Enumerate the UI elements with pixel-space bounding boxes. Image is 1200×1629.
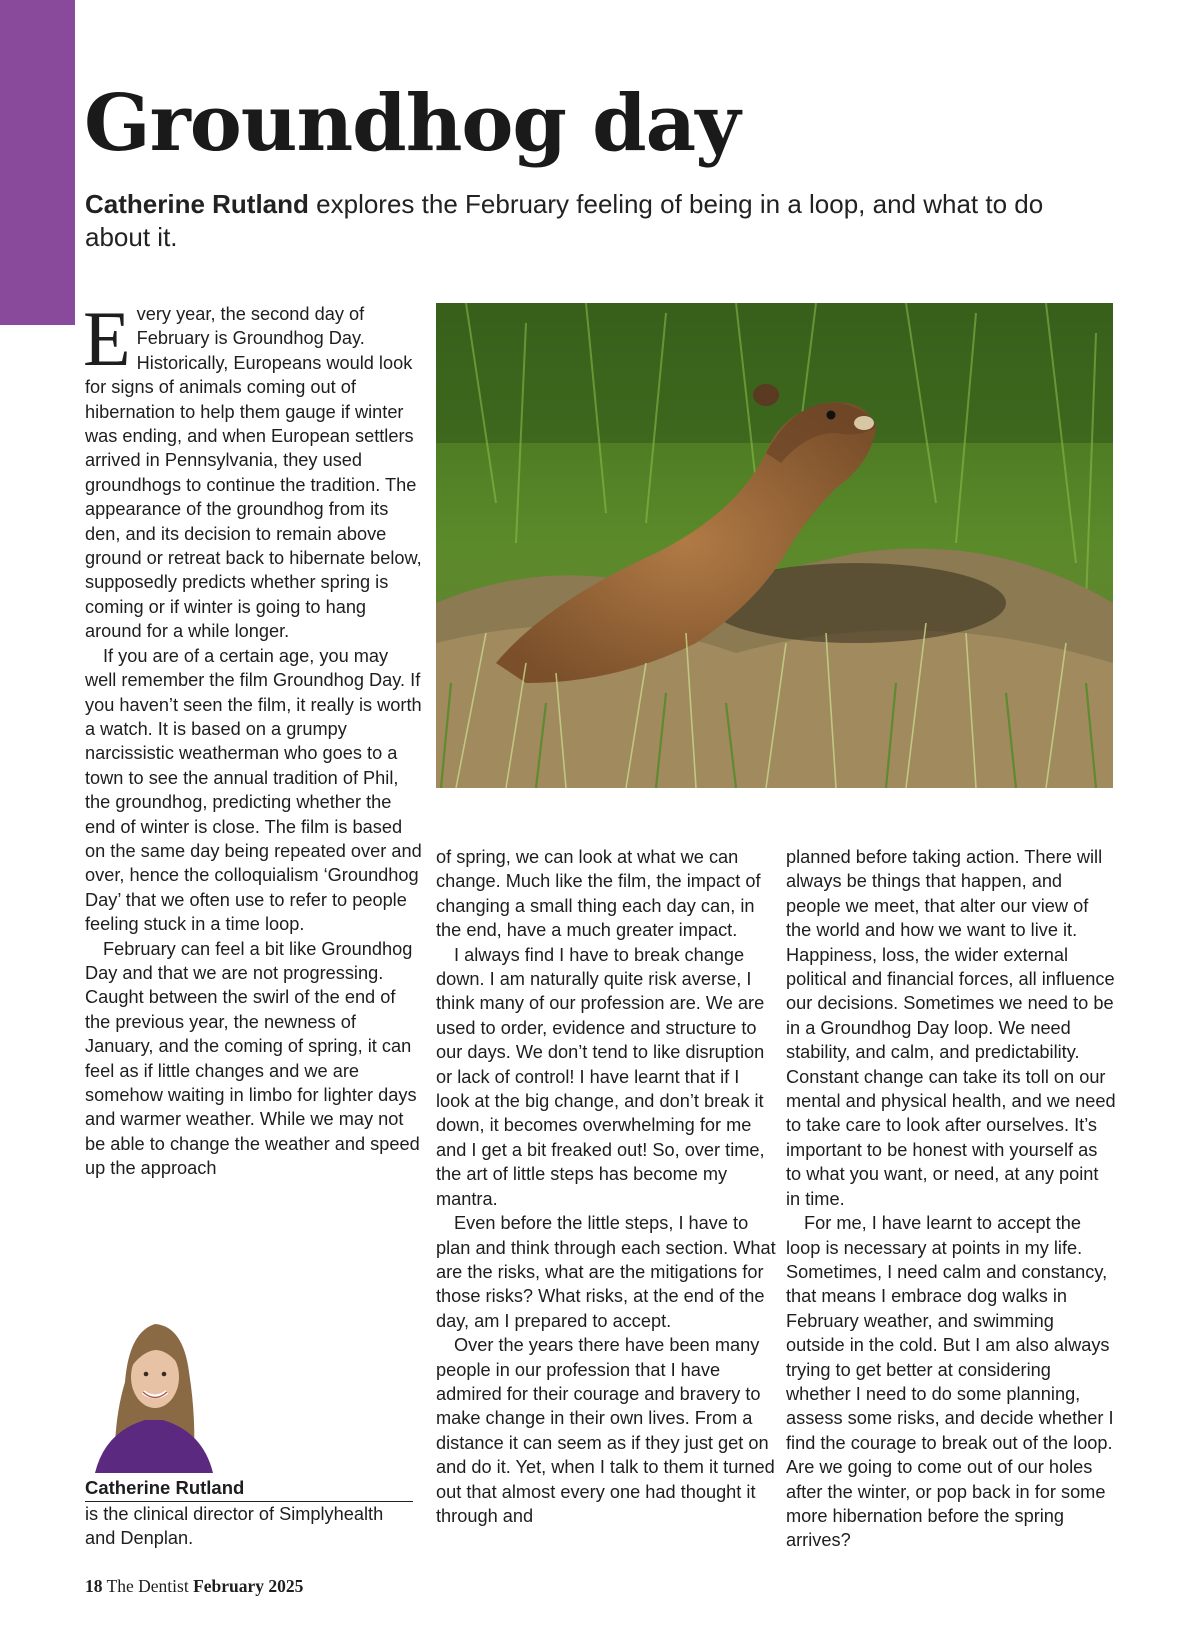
standfirst-text: explores the February feeling of being in a loop, and what to do about it.	[85, 189, 1044, 252]
article-column-2	[436, 845, 776, 1528]
paragraph: I always find I have to break change down. I am naturally quite risk averse, I think many of our profession are. We are used to order, evidence and structure to our days. We don’t tend to like disruption or lack of control! I have learnt that if I look at the big change, and don’t break it down, it becomes overwhelming for me and I get a bit freaked out! So, over time, the art of little steps has become my mantra.	[436, 944, 765, 1209]
paragraph: of spring, we can look at what we can change. Much like the film, the impact of changing a small thing each day can, in the end, have a much greater impact.	[436, 847, 761, 941]
publication-name: The Dentist	[106, 1576, 189, 1596]
standfirst	[85, 188, 1075, 254]
paragraph: Over the years there have been many people in our profession that I have admired for their courage and bravery to make change in their own lives. From a distance it can seem as if they just get on and do it. Yet, when I talk to them it turned out that almost every one had thought it through and	[436, 1335, 775, 1526]
page-number: 18	[85, 1576, 103, 1596]
paragraph: February can feel a bit like Groundhog Day and that we are not progressing. Caught between the swirl of the end of the previous year, the newness of January, and the coming of spring, it can feel as if little changes and we are somehow waiting in limbo for lighter days and warmer weather. While we may not be able to change the weather and speed up the approach	[85, 938, 420, 1179]
section-color-bar	[0, 0, 75, 325]
author-bio: is the clinical director of Simplyhealth and Denplan.	[85, 1504, 384, 1549]
author-portrait	[85, 1302, 221, 1473]
standfirst-author: Catherine Rutland	[85, 189, 309, 219]
paragraph: planned before taking action. There will always be things that happen, and people we meet, that alter our view of the world and how we want to live it. Happiness, loss, the wider external political and financial forces, all influence our decisions. Sometimes we need to be in a Groundhog Day loop. We need stability, and calm, and predictability. Constant change can take its toll on our mental and physical health, and we need to take care to look after ourselves. It’s important to be honest with yourself as to what you want, or need, at any point in time.	[786, 847, 1116, 1209]
paragraph: For me, I have learnt to accept the loop is necessary at points in my life. Sometimes, I need calm and constancy, that means I embrace dog walks in February weather, and swimming outside in the cold. But I am also always trying to get better at considering whether I need to do some planning, assess some risks, and decide whether I find the courage to break out of the loop. Are we going to come out of our holes after the winter, or pop back in for some more hibernation before the spring arrives?	[786, 1213, 1114, 1551]
paragraph: Even before the little steps, I have to plan and think through each section. What are the risks, what are the mitigations for those risks? What risks, at the end of the day, am I prepared to accept.	[436, 1213, 776, 1331]
article-column-3	[786, 845, 1116, 1553]
article-title: Groundhog day	[84, 78, 740, 169]
drop-cap: E	[83, 295, 131, 382]
issue-date: February 2025	[193, 1576, 304, 1596]
paragraph: If you are of a certain age, you may well remember the film Groundhog Day. If you haven’t seen the film, it really is worth a watch. It is based on a grumpy narcissistic weatherman who goes to a town to see the annual tradition of Phil, the groundhog, predicting whether the end of winter is close. The film is based on the same day being repeated over and over, hence the colloquialism ‘Groundhog Day’ that we often use to refer to people feeling stuck in a time loop.	[85, 645, 422, 935]
groundhog-photo	[436, 303, 1113, 788]
page-footer	[85, 1576, 303, 1597]
author-name: Catherine Rutland	[85, 1476, 413, 1502]
paragraph: Every year, the second day of February is Groundhog Day. Historically, Europeans would look for signs of animals coming out of hibernation to help them gauge if winter was ending, and when European settlers arrived in Pennsylvania, they used groundhogs to continue the tradition. The appearance of the groundhog from its den, and its decision to remain above ground or retreat back to hibernate below, supposedly predicts whether spring is coming or if winter is going to hang around for a while longer.	[83, 295, 422, 642]
article-column-1	[83, 295, 423, 1181]
